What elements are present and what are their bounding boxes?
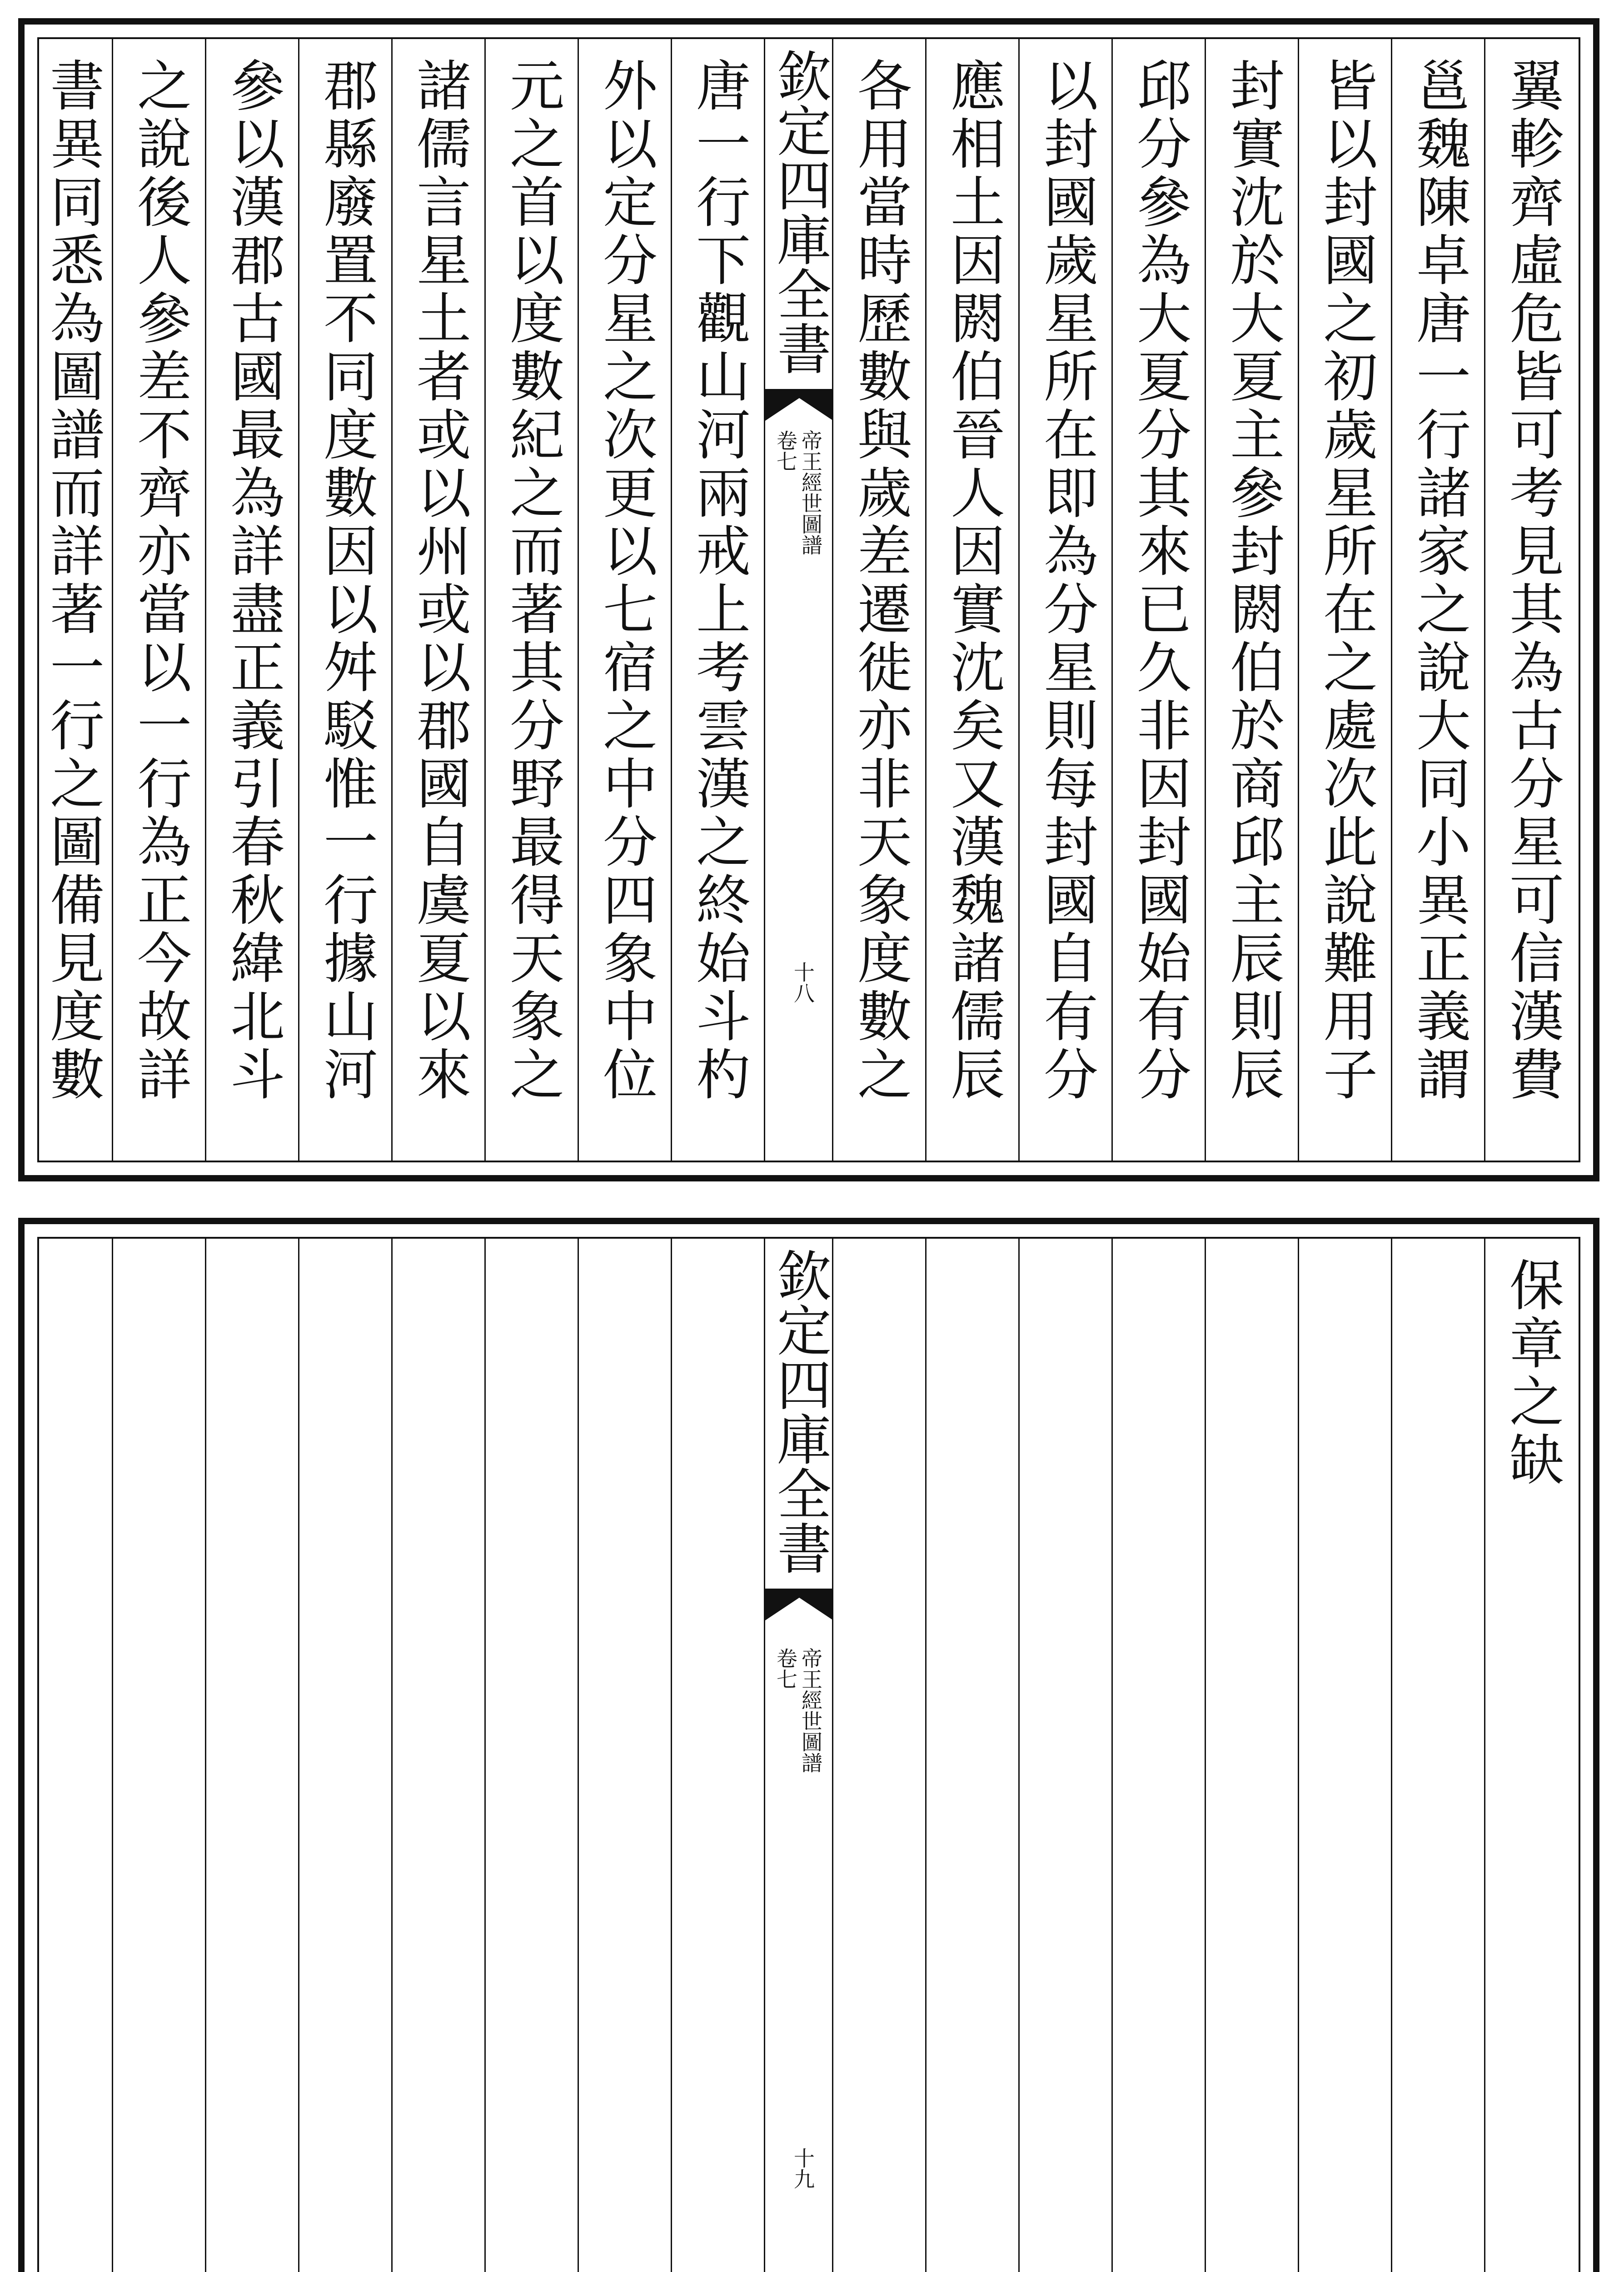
bottom-page-frame: [37, 1237, 1580, 2272]
text-column: 參以漢郡古國最為詳盡正義引春秋緯北斗: [221, 57, 284, 1104]
center-volume: 卷七: [773, 1648, 798, 1689]
top-page: [18, 18, 1599, 1181]
text-column: 之說後人參差不齊亦當以一行為正今故詳: [128, 57, 191, 1104]
center-fold: [765, 1239, 833, 2272]
page-number: 十九: [791, 2147, 815, 2189]
text-column: 封實沈於大夏主參封閼伯於商邱主辰則辰: [1221, 57, 1284, 1104]
center-title: 欽定四庫全書: [768, 48, 831, 375]
center-book-title: 帝王經世圖譜: [798, 1648, 823, 1773]
text-column: 各用當時歷數與歲差遷徙亦非天象度數之: [848, 57, 912, 1104]
column-rule: [671, 1239, 672, 2272]
column-rule: [764, 1239, 765, 2272]
column-rule: [1018, 1239, 1020, 2272]
text-column: 外以定分星之次更以七宿之中分四象中位: [594, 57, 657, 1104]
page-number: 十八: [791, 962, 815, 1003]
fish-tail-mark: [765, 389, 833, 421]
column-rule: [925, 1239, 927, 2272]
center-title: 欽定四庫全書: [768, 1248, 831, 1575]
text-column: 邕魏陳卓唐一行諸家之說大同小異正義謂: [1407, 57, 1470, 1104]
text-column: 應相土因閼伯晉人因實沈矣又漢魏諸儒辰: [942, 57, 1005, 1104]
column-rule: [1298, 1239, 1299, 2272]
center-volume: 卷七: [773, 430, 798, 472]
text-column: 保章之缺: [1500, 1257, 1564, 1490]
bottom-page: [18, 1218, 1599, 2272]
fish-tail-mark: [765, 1589, 833, 1620]
column-rule: [1205, 1239, 1206, 2272]
column-rule: [205, 1239, 206, 2272]
text-column: 邱分參為大夏分其來已久非因封國始有分: [1128, 57, 1191, 1104]
text-column: 書異同悉為圖譜而詳著一行之圖備見度數: [41, 57, 104, 1104]
top-page-frame: [37, 37, 1580, 1162]
column-rule: [484, 1239, 486, 2272]
text-column: 唐一行下觀山河兩戒上考雲漢之終始斗杓: [687, 57, 750, 1104]
text-column: 郡縣廢置不同度數因以舛駁惟一行據山河: [314, 57, 378, 1104]
column-rule: [112, 1239, 113, 2272]
column-rule: [1111, 1239, 1113, 2272]
text-column: 以封國歲星所在即為分星則每封國自有分: [1035, 57, 1098, 1104]
column-rule: [391, 1239, 393, 2272]
text-column: 元之首以度數紀之而著其分野最得天象之: [501, 57, 564, 1104]
text-column: 皆以封國之初歲星所在之處次此說難用子: [1314, 57, 1377, 1104]
column-rule: [578, 1239, 579, 2272]
text-column: 翼軫齊虛危皆可考見其為古分星可信漢費: [1500, 57, 1564, 1104]
column-rule: [1391, 1239, 1392, 2272]
column-rule: [1484, 1239, 1485, 2272]
center-fold: [765, 39, 833, 1161]
text-column: 諸儒言星土者或以州或以郡國自虞夏以來: [408, 57, 471, 1104]
center-book-title: 帝王經世圖譜: [798, 430, 823, 555]
column-rule: [298, 1239, 299, 2272]
